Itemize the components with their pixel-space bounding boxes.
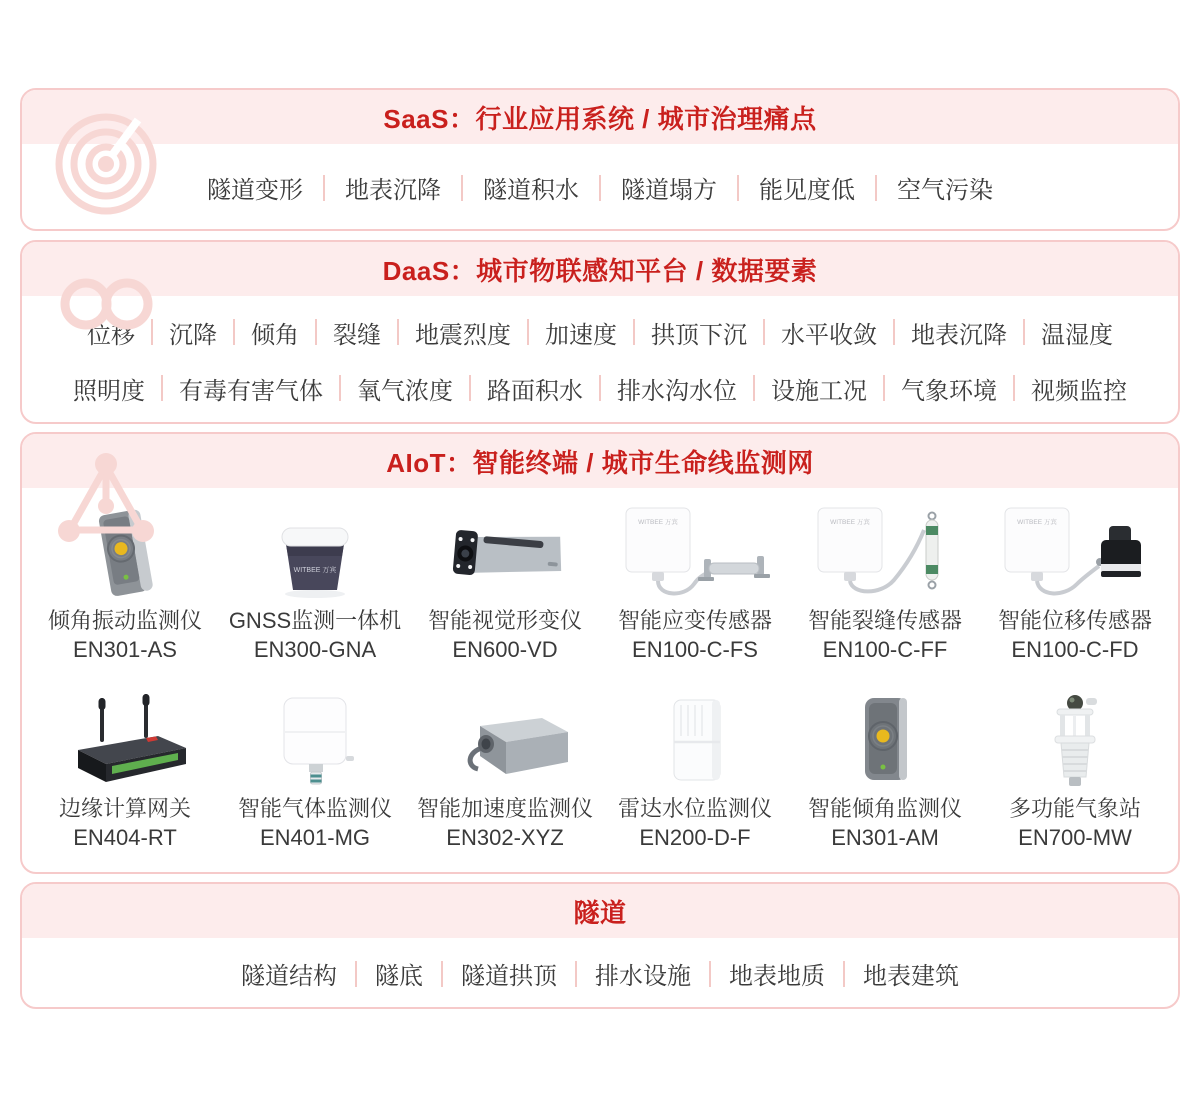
device-model: EN200-D-F: [639, 825, 751, 850]
gnss-monitor-image: [250, 500, 380, 602]
device-name: 智能应变传感器: [617, 608, 772, 633]
device-name: 多功能气象站: [1008, 796, 1141, 821]
strain-sensor-image: [616, 500, 774, 602]
device-model: EN100-C-FD: [1011, 637, 1139, 662]
pain-point-item: 隧道塌方: [621, 177, 717, 204]
device-card: [30, 500, 220, 664]
device-model: EN301-AS: [73, 637, 177, 662]
data-element-item: 拱顶下沉: [651, 321, 747, 349]
pain-point-item: 地表沉降: [345, 177, 441, 204]
accelerometer-image: [430, 688, 580, 790]
device-card: [600, 688, 790, 852]
data-element-item: 照明度: [73, 377, 145, 405]
data-element-item: 位移: [87, 321, 135, 349]
device-card: [790, 688, 980, 852]
device-model: EN100-C-FS: [632, 637, 758, 662]
device-card: [980, 688, 1170, 852]
data-element-row-1: [22, 304, 1178, 360]
device-model: EN600-VD: [452, 637, 558, 662]
aiot-section: [20, 432, 1180, 874]
device-name: 智能加速度监测仪: [416, 796, 593, 821]
device-card: [220, 500, 410, 664]
radar-water-level-image: [630, 688, 760, 790]
device-name: 倾角振动监测仪: [47, 608, 202, 633]
pain-point-item: 能见度低: [759, 177, 855, 204]
device-card: [790, 500, 980, 664]
data-element-item: 气象环境: [901, 377, 997, 405]
svg-text:WITBEE 万宾: WITBEE 万宾: [830, 519, 870, 526]
device-name: 雷达水位监测仪: [617, 796, 772, 821]
tunnel-target-list: [22, 938, 1178, 1009]
data-element-item: 氧气浓度: [357, 377, 453, 405]
pain-point-item: 隧道积水: [483, 177, 579, 204]
edge-gateway-image: [50, 688, 200, 790]
tunnel-target-item: 排水设施: [595, 963, 691, 990]
data-element-item: 路面积水: [487, 377, 583, 405]
data-element-item: 视频监控: [1031, 377, 1127, 405]
data-element-item: 设施工况: [771, 377, 867, 405]
gas-monitor-image: [250, 688, 380, 790]
aiot-header: [22, 434, 1178, 488]
saas-section: [20, 88, 1180, 231]
device-name: 智能视觉形变仪: [427, 608, 582, 633]
device-grid: [22, 488, 1178, 852]
weather-station-image: [1015, 688, 1135, 790]
daas-body: [22, 296, 1178, 416]
svg-text:WITBEE 万宾: WITBEE 万宾: [293, 567, 337, 574]
device-name: 智能位移传感器: [997, 608, 1152, 633]
data-element-item: 温湿度: [1041, 321, 1113, 349]
data-element-item: 水平收敛: [781, 321, 877, 349]
tunnel-header: [22, 884, 1178, 938]
tunnel-target-item: 地表建筑: [863, 963, 959, 990]
pain-point-list: [22, 144, 1178, 231]
device-card: [600, 500, 790, 664]
tunnel-target-item: 隧道结构: [241, 963, 337, 990]
device-name: GNSS监测一体机: [228, 608, 402, 633]
daas-section: [20, 240, 1180, 424]
device-name: 智能倾角监测仪: [807, 796, 962, 821]
data-element-item: 排水沟水位: [617, 377, 737, 405]
tilt-monitor-image: [825, 688, 945, 790]
data-element-item: 地震烈度: [415, 321, 511, 349]
device-model: EN300-GNA: [253, 637, 377, 662]
daas-header: [22, 242, 1178, 296]
device-card: [220, 688, 410, 852]
data-element-item: 加速度: [545, 321, 617, 349]
data-element-item: 倾角: [251, 321, 299, 349]
pain-point-item: 空气污染: [897, 177, 993, 204]
device-card: [30, 688, 220, 852]
tunnel-title: 隧道: [573, 897, 627, 928]
device-name: 智能裂缝传感器: [807, 608, 962, 633]
device-name: 边缘计算网关: [58, 796, 191, 821]
displacement-sensor-image: [997, 500, 1153, 602]
device-model: EN301-AM: [831, 825, 939, 850]
data-element-item: 有毒有害气体: [179, 377, 323, 405]
device-model: EN302-XYZ: [446, 825, 564, 850]
daas-title: DaaS：城市物联感知平台 / 数据要素: [382, 255, 818, 286]
device-name: 智能气体监测仪: [237, 796, 392, 821]
vision-deformation-camera-image: [430, 500, 580, 602]
crack-sensor-image: [810, 500, 960, 602]
device-model: EN100-C-FF: [822, 637, 948, 662]
saas-title: SaaS：行业应用系统 / 城市治理痛点: [383, 103, 817, 134]
tunnel-section: [20, 882, 1180, 1009]
data-element-item: 裂缝: [333, 321, 381, 349]
device-card: [410, 688, 600, 852]
saas-body: [22, 144, 1178, 231]
device-model: EN401-MG: [259, 825, 371, 850]
device-model: EN404-RT: [73, 825, 177, 850]
device-model: EN700-MW: [1018, 825, 1132, 850]
tunnel-target-item: 隧底: [375, 963, 423, 990]
data-element-item: 地表沉降: [911, 321, 1007, 349]
tunnel-target-item: 隧道拱顶: [461, 963, 557, 990]
tunnel-target-item: 地表地质: [729, 963, 825, 990]
device-card: [980, 500, 1170, 664]
svg-text:WITBEE 万宾: WITBEE 万宾: [638, 519, 678, 526]
device-card: [410, 500, 600, 664]
saas-header: [22, 90, 1178, 144]
tilt-vibration-sensor-image: [65, 500, 185, 602]
aiot-title: AIoT：智能终端 / 城市生命线监测网: [386, 447, 814, 478]
data-element-row-2: [22, 360, 1178, 416]
pain-point-item: 隧道变形: [207, 177, 303, 204]
tunnel-body: [22, 938, 1178, 1009]
data-element-item: 沉降: [169, 321, 217, 349]
svg-text:WITBEE 万宾: WITBEE 万宾: [1017, 519, 1057, 526]
